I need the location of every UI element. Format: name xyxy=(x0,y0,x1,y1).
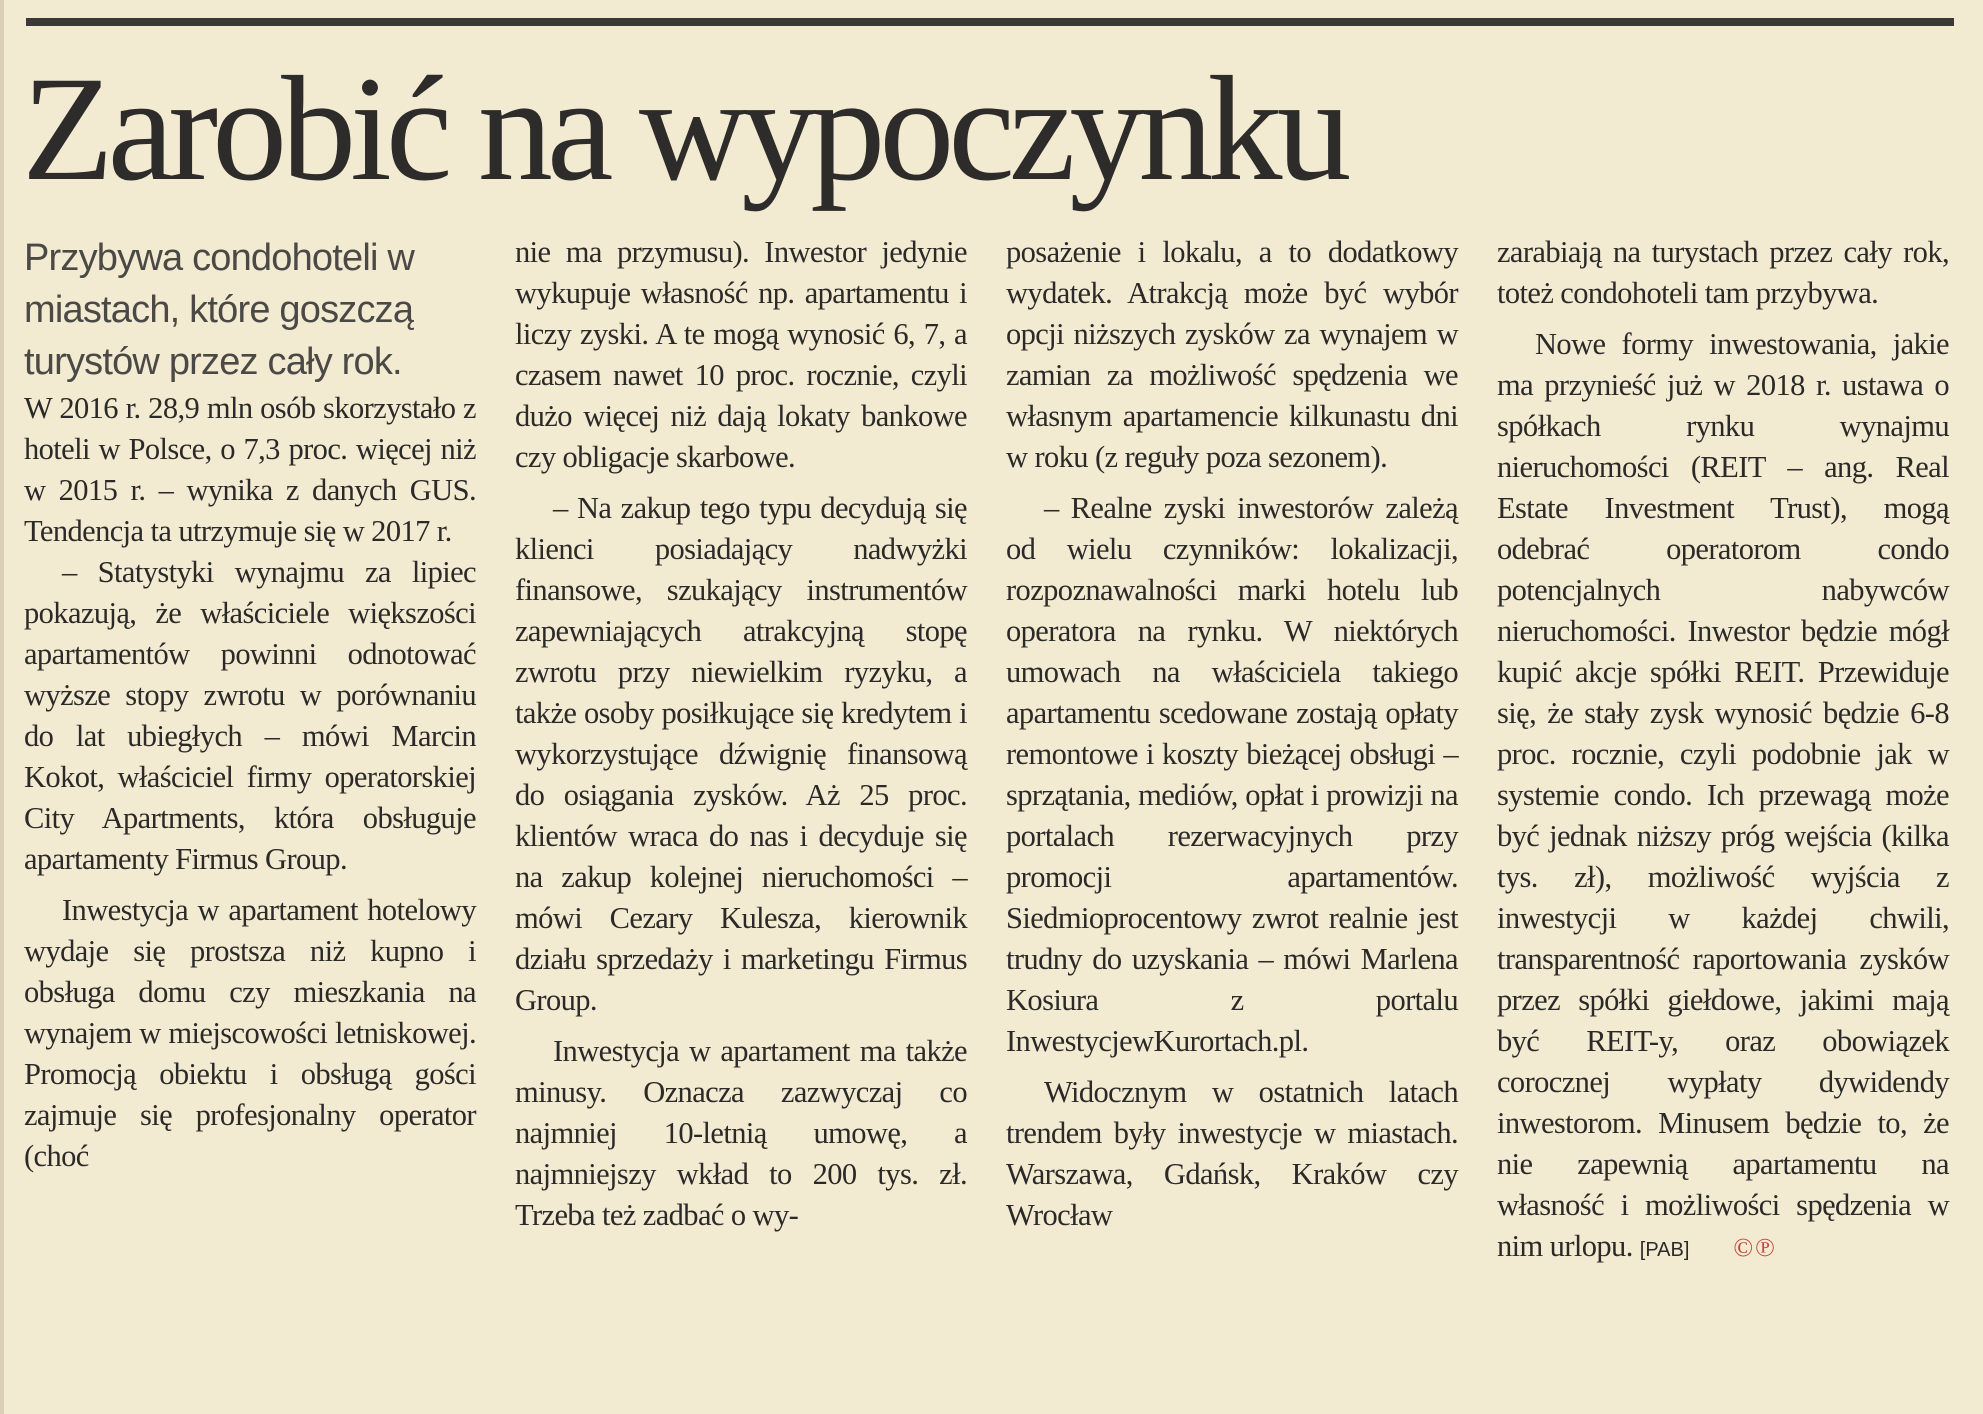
page-edge xyxy=(0,0,4,1414)
body-paragraph: Inwestycja w apartament hotelowy wydaje się prostsza niż kupno i obsługa domu czy mieszkania na wynajem w miejscowości letniskowej. Promocją obiektu i obsługą gości zajmuje się profesjonalny operator (choć xyxy=(24,893,476,1173)
body-text: Nowe formy inwestowania, jakie ma przynieść już w 2018 r. ustawa o spółkach rynku wynajmu nieruchomości (REIT – ang. Real Estate Investment Trust), mogą odebrać operatorom condo potencjalnych nabywców nieruchomości. Inwestor będzie mógł kupić akcje spółki REIT. Przewiduje się, że stały zysk wynosić będzie 6-8 proc. rocznie, czyli podobnie jak w systemie condo. Ich przewagą może być jednak niższy próg wejścia (kilka tys. zł), możliwość wyjścia z inwestycji w każdej chwili, transparentność raportowania zysków przez spółki giełdowe, jakimi mają być REIT-y, oraz obowiązek corocznej wypłaty dywidendy inwestorom. Minusem będzie to, że nie zapewnią apartamentu na własność i możliwości spędzenia w nim urlopu. xyxy=(1497,327,1949,1263)
rights-marks: ©℗ xyxy=(1733,1233,1777,1262)
author-signature: [PAB] xyxy=(1639,1239,1690,1261)
body-paragraph: posażenie i lokalu, a to dodatkowy wydatek. Atrakcją może być wybór opcji niższych zysków za wynajem w zamian za możliwość spędzenia we własnym apartamencie kilkunastu dni w roku (z reguły poza sezonem). xyxy=(1006,235,1458,474)
column-1 xyxy=(24,232,476,1177)
body-paragraph: zarabiają na turystach przez cały rok, toteż condohoteli tam przybywa. xyxy=(1497,235,1949,310)
column-2 xyxy=(515,232,967,1236)
final-paragraph xyxy=(1497,324,1949,1271)
column-4 xyxy=(1497,232,1949,1271)
body-paragraph: – Na zakup tego typu decydują się klienci posiadający nadwyżki finansowe, szukający instrumentów zapewniających atrakcyjną stopę zwrotu przy niewielkim ryzyku, a także osoby posiłkujące się kredytem i wykorzystujące dźwignię finansową do osiągania zysków. Aż 25 proc. klientów wraca do nas i decyduje się na zakup kolejnej nieruchomości – mówi Cezary Kulesza, kierownik działu sprzedaży i marketingu Firmus Group. xyxy=(515,491,967,1017)
column-3 xyxy=(1006,232,1458,1236)
headline: Zarobić na wypoczynku xyxy=(22,46,1346,212)
top-rule xyxy=(26,18,1954,26)
body-paragraph: Inwestycja w apartament ma także minusy. Oznacza zazwyczaj co najmniej 10-letnią umowę, a najmniejszy wkład to 200 tys. zł. Trzeba też zadbać o wy- xyxy=(515,1034,967,1232)
lead-paragraph: Przybywa condohoteli w miastach, które goszczą turystów przez cały rok. xyxy=(24,237,415,383)
body-paragraph: – Statystyki wynajmu za lipiec pokazują, że właściciele większości apartamentów powinni odnotować wyższe stopy zwrotu w porównaniu do lat ubiegłych – mówi Marcin Kokot, właściciel firmy operatorskiej City Apartments, która obsługuje apartamenty Firmus Group. xyxy=(24,555,476,876)
body-paragraph: nie ma przymusu). Inwestor jedynie wykupuje własność np. apartamentu i liczy zyski. A te mogą wynosić 6, 7, a czasem nawet 10 proc. rocznie, czyli dużo więcej niż dają lokaty bankowe czy obligacje skarbowe. xyxy=(515,235,967,474)
body-paragraph: – Realne zyski inwestorów zależą od wielu czynników: lokalizacji, rozpoznawalności marki hotelu lub operatora na rynku. W niektórych umowach na właściciela takiego apartamentu scedowane zostają opłaty remontowe i koszty bieżącej obsługi – sprzątania, mediów, opłat i prowizji na portalach rezerwacyjnych przy promocji apartamentów. Siedmioprocentowy zwrot realnie jest trudny do uzyskania – mówi Marlena Kosiura z portalu InwestycjewKurortach.pl. xyxy=(1006,491,1458,1058)
body-paragraph: Widocznym w ostatnich latach trendem były inwestycje w miastach. Warszawa, Gdańsk, Kraków czy Wrocław xyxy=(1006,1075,1458,1232)
body-paragraph: W 2016 r. 28,9 mln osób skorzystało z hoteli w Polsce, o 7,3 proc. więcej niż w 2015 r. – wynika z danych GUS. Tendencja ta utrzymuje się w 2017 r. xyxy=(24,391,476,548)
